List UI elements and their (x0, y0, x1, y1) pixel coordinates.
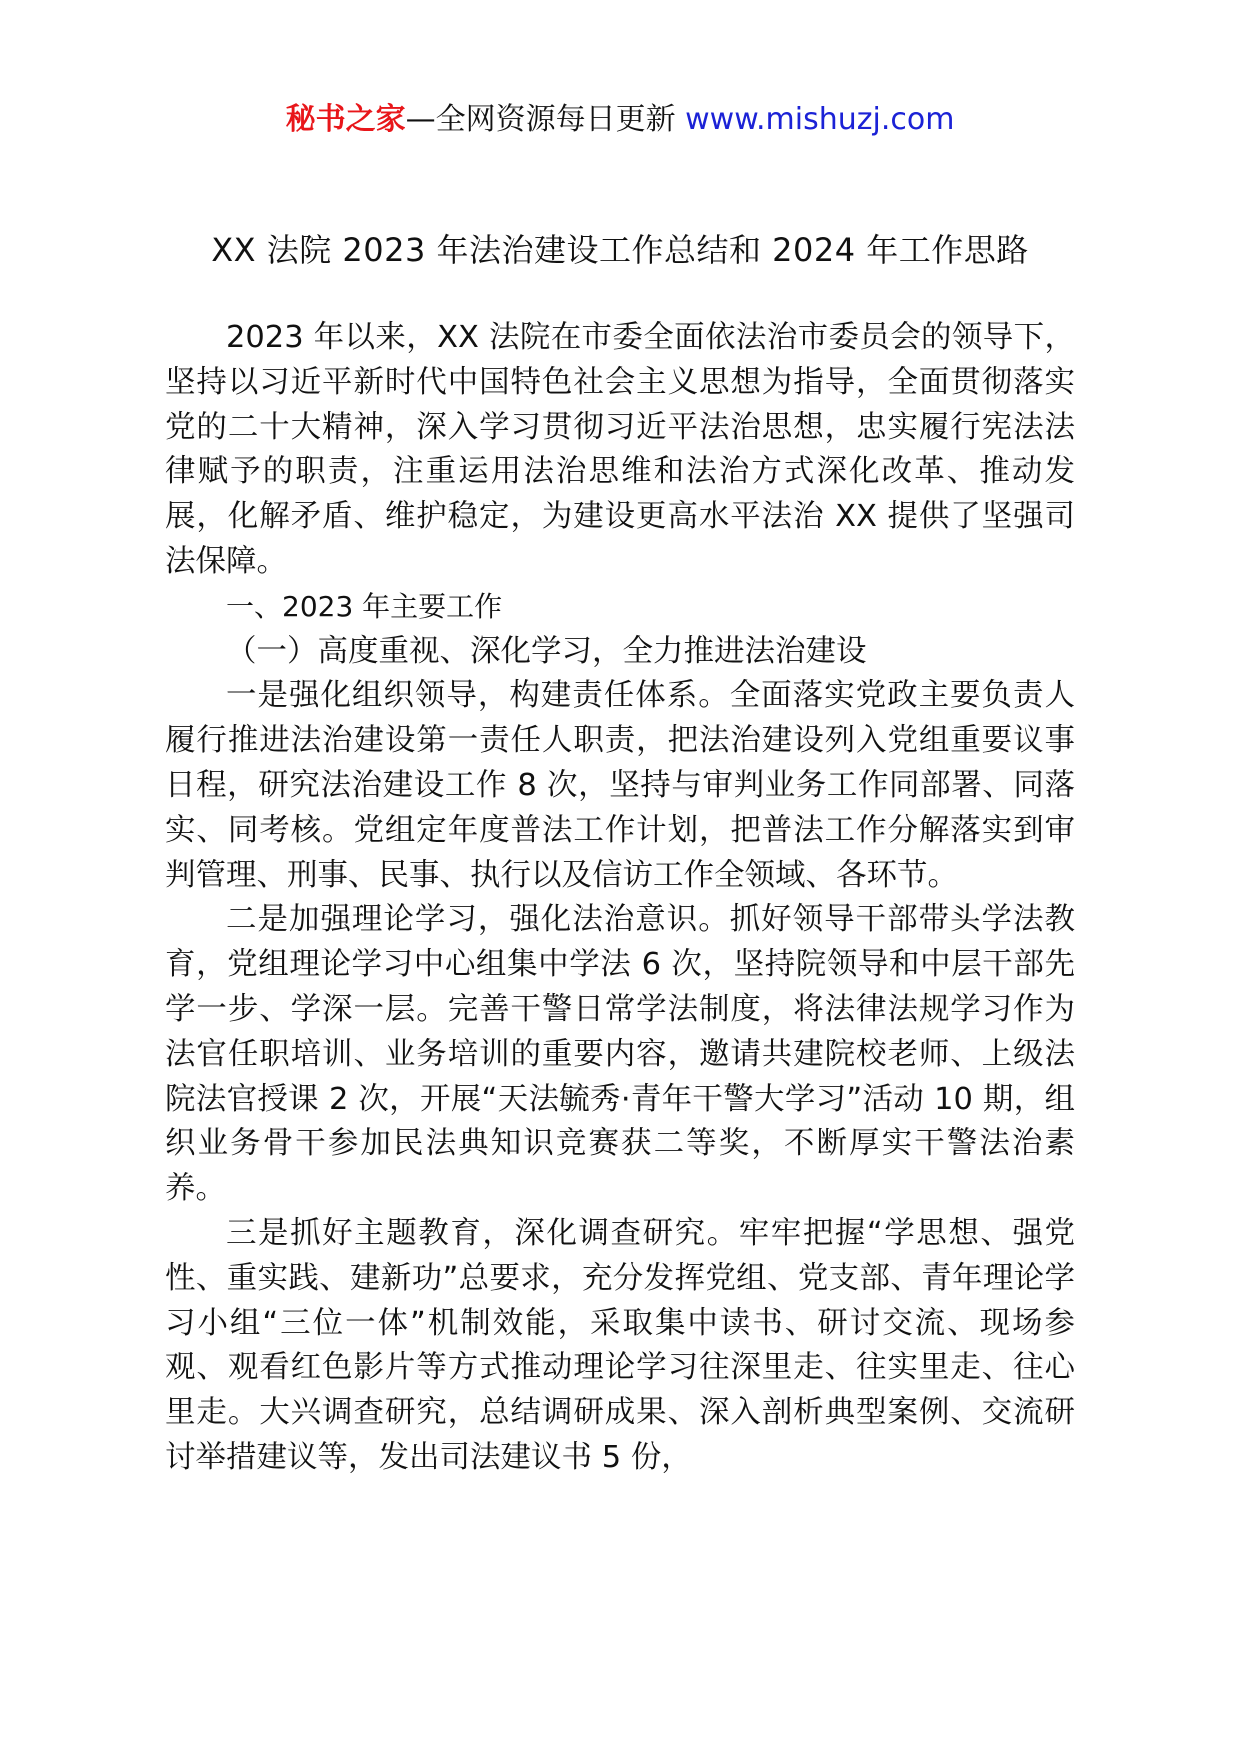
site-tagline: —全网资源每日更新 (405, 102, 676, 137)
document-title: XX 法院 2023 年法治建设工作总结和 2024 年工作思路 (211, 231, 1029, 269)
site-url-link[interactable]: www.mishuzj.com (685, 102, 955, 137)
subsection-heading: （一）高度重视、深化学习，全力推进法治建设 (226, 633, 867, 669)
site-header (0, 100, 1240, 140)
section-heading: 一、2023 年主要工作 (226, 589, 503, 623)
body-paragraph-2: 二是加强理论学习，强化法治意识。抓好领导干部带头学法教育，党组理论学习中心组集中学法 6 次，坚持院领导和中层干部先学一步、学深一层。完善干警日常学法制度，将法律法规学习作为法官任职培训、业务培训的重要内容，邀请共建院校老师、上级法院法官授课 2 次，开展“天法毓秀·青年干警大学习”活动 10 期，组织业务骨干参加民法典知识竞赛获二等奖，不断厚实干警法治素养。 (165, 902, 1075, 1207)
site-name[interactable]: 秘书之家 (285, 102, 406, 137)
body-paragraph-1: 一是强化组织领导，构建责任体系。全面落实党政主要负责人履行推进法治建设第一责任人职责，把法治建设列入党组重要议事日程，研究法治建设工作 8 次，坚持与审判业务工作同部署、同落实、同考核。党组定年度普法工作计划，把普法工作分解落实到审判管理、刑事、民事、执行以及信访工作全领域、各环节。 (165, 678, 1075, 893)
intro-paragraph: 2023 年以来，XX 法院在市委全面依法治市委员会的领导下，坚持以习近平新时代中国特色社会主义思想为指导，全面贯彻落实党的二十大精神，深入学习贯彻习近平法治思想，忠实履行宪法法律赋予的职责，注重运用法治思维和法治方式深化改革、推动发展，化解矛盾、维护稳定，为建设更高水平法治 XX 提供了坚强司法保障。 (165, 320, 1075, 579)
body-paragraph-3: 三是抓好主题教育，深化调查研究。牢牢把握“学思想、强党性、重实践、建新功”总要求，充分发挥党组、党支部、青年理论学习小组“三位一体”机制效能，采取集中读书、研讨交流、现场参观、观看红色影片等方式推动理论学习往深里走、往实里走、往心里走。大兴调查研究，总结调研成果、深入剖析典型案例、交流研讨举措建议等，发出司法建议书 5 份， (165, 1215, 1075, 1475)
document-body (165, 316, 1075, 1481)
